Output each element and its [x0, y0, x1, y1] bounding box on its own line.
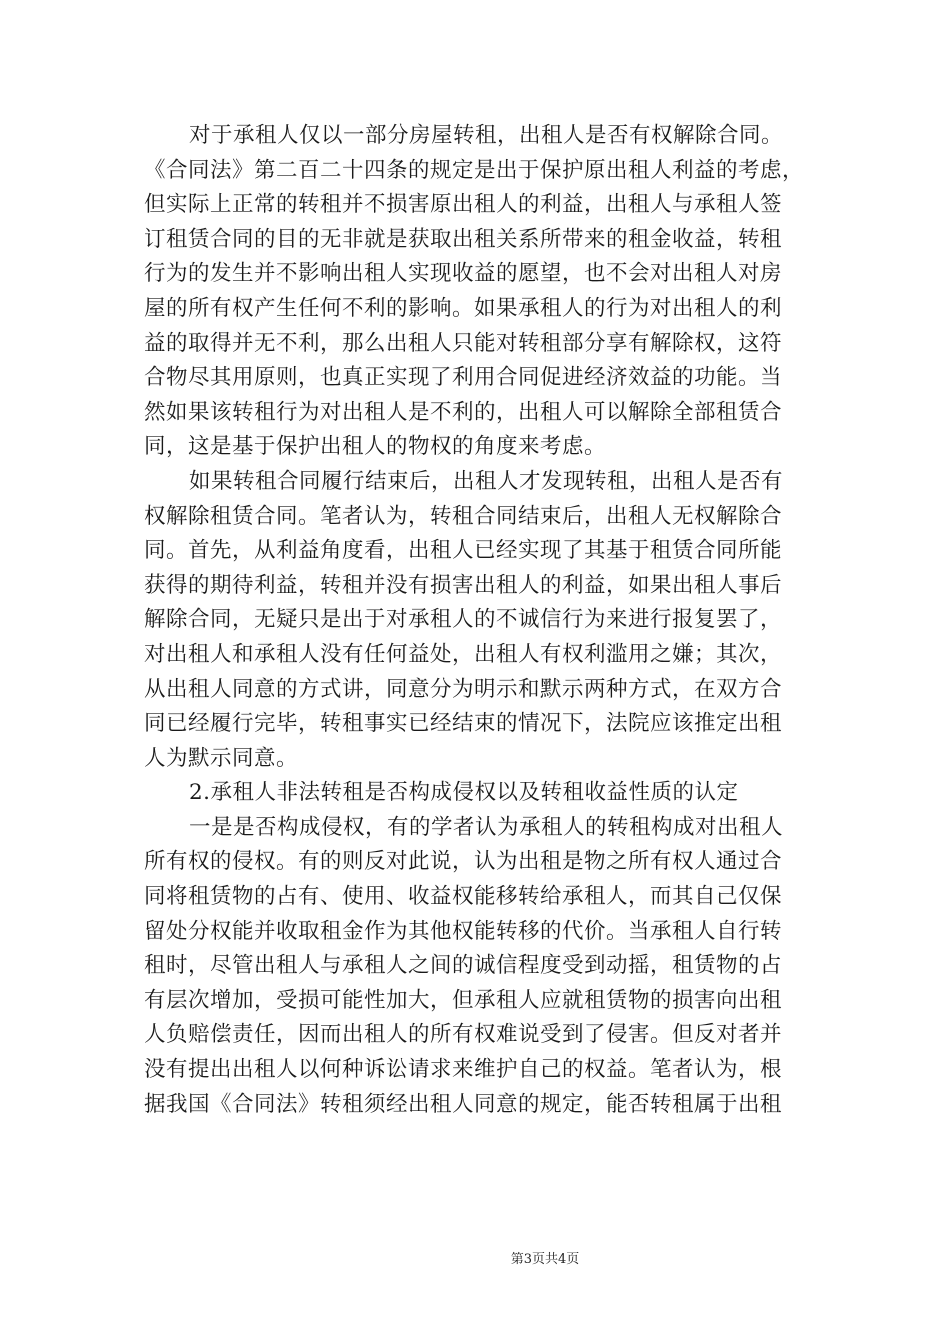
text-line: 益的取得并无不利，那么出租人只能对转租部分享有解除权，这符	[144, 330, 783, 356]
text-line: 行为的发生并不影响出租人实现收益的愿望，也不会对出租人对房	[144, 261, 783, 287]
text-line: 同。首先，从利益角度看，出租人已经实现了其基于租赁合同所能	[144, 538, 783, 564]
text-line: 如果转租合同履行结束后，出租人才发现转租，出租人是否有	[189, 468, 784, 494]
text-line: 留处分权能并收取租金作为其他权能转移的代价。当承租人自行转	[144, 918, 783, 944]
text-line: 屋的所有权产生任何不利的影响。如果承租人的行为对出租人的利	[144, 295, 783, 321]
section-heading-text: 2.承租人非法转租是否构成侵权以及转租收益性质的认定	[189, 780, 739, 806]
text-line: 人负赔偿责任，因而出租人的所有权难说受到了侵害。但反对者并	[144, 1022, 783, 1048]
text-line: 有层次增加，受损可能性加大，但承租人应就租赁物的损害向出租	[144, 987, 783, 1013]
text-line: 一是是否构成侵权，有的学者认为承租人的转租构成对出租人	[189, 814, 784, 840]
text-line: 人为默示同意。	[144, 745, 299, 771]
text-line: 租时，尽管出租人与承租人之间的诚信程度受到动摇，租赁物的占	[144, 953, 783, 979]
section-heading	[144, 776, 810, 811]
text-line: 同已经履行完毕，转租事实已经结束的情况下，法院应该推定出租	[144, 711, 783, 737]
text-line: 对于承租人仅以一部分房屋转租，出租人是否有权解除合同。	[189, 123, 784, 148]
page-number-footer: 第3页共4页	[510, 1252, 580, 1267]
text-line: 所有权的侵权。有的则反对此说，认为出租是物之所有权人通过合	[144, 849, 783, 875]
text-line: 没有提出出租人以何种诉讼请求来维护自己的权益。笔者认为，根	[144, 1057, 783, 1083]
text-line: 合物尽其用原则，也真正实现了利用合同促进经济效益的功能。当	[144, 365, 783, 391]
document-body	[144, 119, 810, 1122]
text-line: 获得的期待利益，转租并没有损害出租人的利益，如果出租人事后	[144, 572, 783, 598]
text-line: 解除合同，无疑只是出于对承租人的不诚信行为来进行报复罢了，	[144, 607, 783, 633]
paragraph-tort-question	[144, 811, 810, 1122]
text-line: 权解除租赁合同。笔者认为，转租合同结束后，出租人无权解除合	[144, 503, 783, 529]
text-line: 订租赁合同的目的无非就是获取出租关系所带来的租金收益，转租	[144, 226, 783, 252]
text-line: 据我国《合同法》转租须经出租人同意的规定，能否转租属于出租	[144, 1091, 783, 1117]
text-line: 但实际上正常的转租并不损害原出租人的利益，出租人与承租人签	[144, 192, 783, 218]
paragraph-after-sublease-ends	[144, 465, 810, 776]
paragraph-partial-sublease	[144, 119, 810, 465]
text-line: 然如果该转租行为对出租人是不利的，出租人可以解除全部租赁合	[144, 399, 783, 425]
text-line: 对出租人和承租人没有任何益处，出租人有权利滥用之嫌；其次，	[144, 641, 783, 667]
text-line: 《合同法》第二百二十四条的规定是出于保护原出租人利益的考虑，	[144, 157, 805, 183]
text-line: 同，这是基于保护出租人的物权的角度来考虑。	[144, 434, 607, 460]
text-line: 同将租赁物的占有、使用、收益权能移转给承租人，而其自己仅保	[144, 884, 783, 910]
text-line: 从出租人同意的方式讲，同意分为明示和默示两种方式，在双方合	[144, 676, 783, 702]
